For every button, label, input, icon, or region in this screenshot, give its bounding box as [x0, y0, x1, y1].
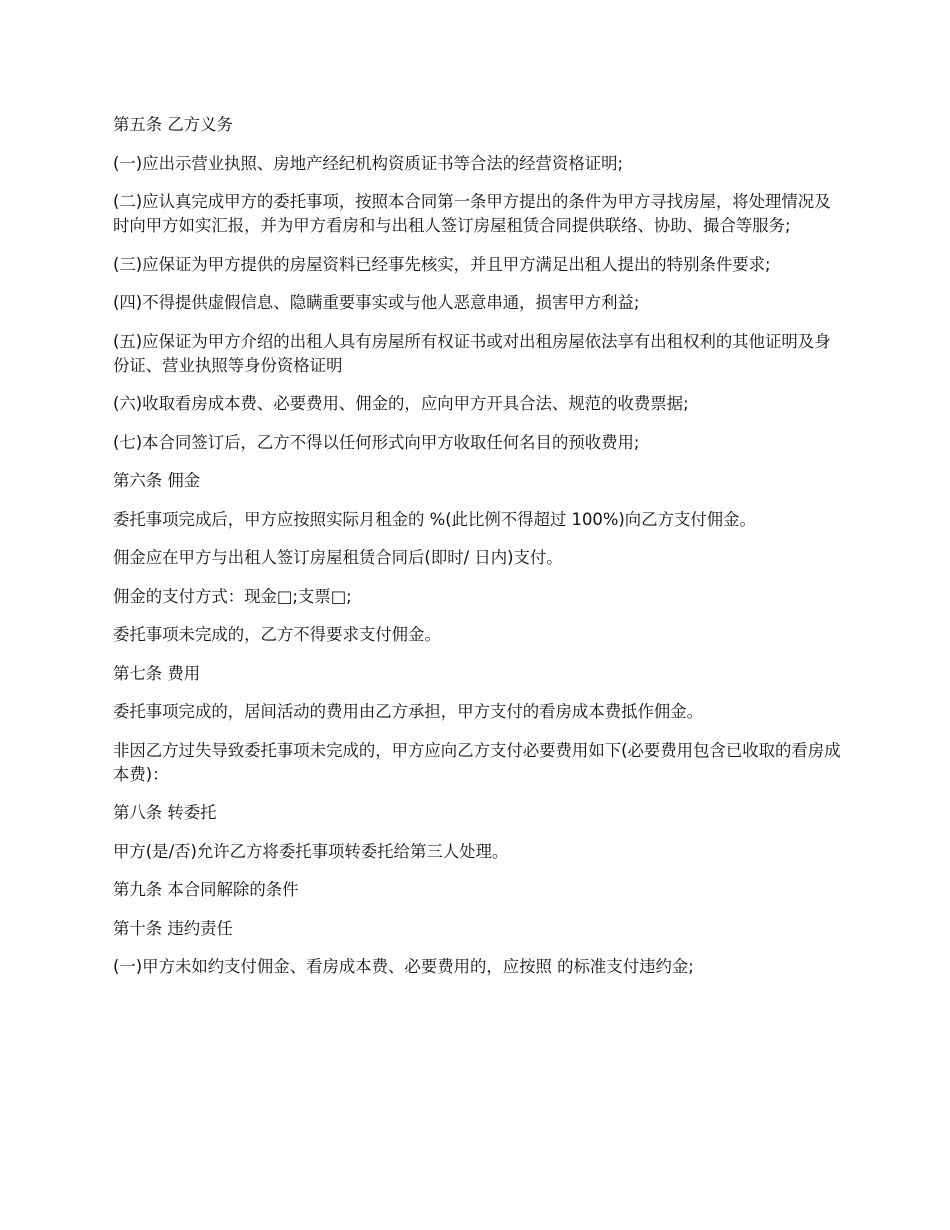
article-6-para-4: 委托事项未完成的，乙方不得要求支付佣金。	[113, 625, 441, 644]
article-8-heading: 第八条 转委托	[113, 803, 217, 822]
article-5-item-5: (五)应保证为甲方介绍的出租人具有房屋所有权证书或对出租房屋依法享有出租权利的其他证明及身份证、营业执照等身份资格证明	[113, 331, 831, 375]
article-5-item-6: (六)收取看房成本费、必要费用、佣金的，应向甲方开具合法、规范的收费票据;	[113, 394, 689, 413]
article-6-para-2: 佣金应在甲方与出租人签订房屋租赁合同后(即时/ 日内)支付。	[113, 548, 563, 567]
article-8-para-1: 甲方(是/否)允许乙方将委托事项转委托给第三人处理。	[113, 841, 509, 861]
article-5-item-1: (一)应出示营业执照、房地产经纪机构资质证书等合法的经营资格证明;	[113, 153, 624, 173]
article-5-item-4: (四)不得提供虚假信息、隐瞒重要事实或与他人恶意串通，损害甲方利益;	[113, 293, 640, 312]
article-6-heading: 第六条 佣金	[113, 471, 201, 490]
article-7-para-2: 非因乙方过失导致委托事项未完成的，甲方应向乙方支付必要费用如下(必要费用包含已收取的看房成本费)：	[113, 740, 841, 784]
article-6-para-1: 委托事项完成后，甲方应按照实际月租金的 %(此比例不得超过 100%)向乙方支付佣金。	[113, 509, 756, 529]
article-9-heading: 第九条 本合同解除的条件	[113, 880, 299, 899]
article-5-item-3: (三)应保证为甲方提供的房屋资料已经事先核实，并且甲方满足出租人提出的特别条件要求;	[113, 254, 771, 274]
article-6-para-3: 佣金的支付方式：现金□;支票□;	[113, 586, 352, 606]
article-7-para-1: 委托事项完成的，居间活动的费用由乙方承担，甲方支付的看房成本费抵作佣金。	[113, 702, 704, 721]
document-body	[113, 113, 841, 994]
article-5-heading: 第五条 乙方义务	[113, 115, 233, 134]
article-5-item-7: (七)本合同签订后，乙方不得以任何形式向甲方收取任何名目的预收费用;	[113, 432, 640, 452]
article-10-heading: 第十条 违约责任	[113, 918, 233, 938]
article-10-item-1: (一)甲方未如约支付佣金、看房成本费、必要费用的，应按照 的标准支付违约金;	[113, 957, 694, 976]
article-7-heading: 第七条 费用	[113, 663, 201, 683]
article-5-item-2: (二)应认真完成甲方的委托事项，按照本合同第一条甲方提出的条件为甲方寻找房屋，将处理情况及时向甲方如实汇报，并为甲方看房和与出租人签订房屋租赁合同提供联络、协助、撮合等服务;	[113, 192, 831, 235]
